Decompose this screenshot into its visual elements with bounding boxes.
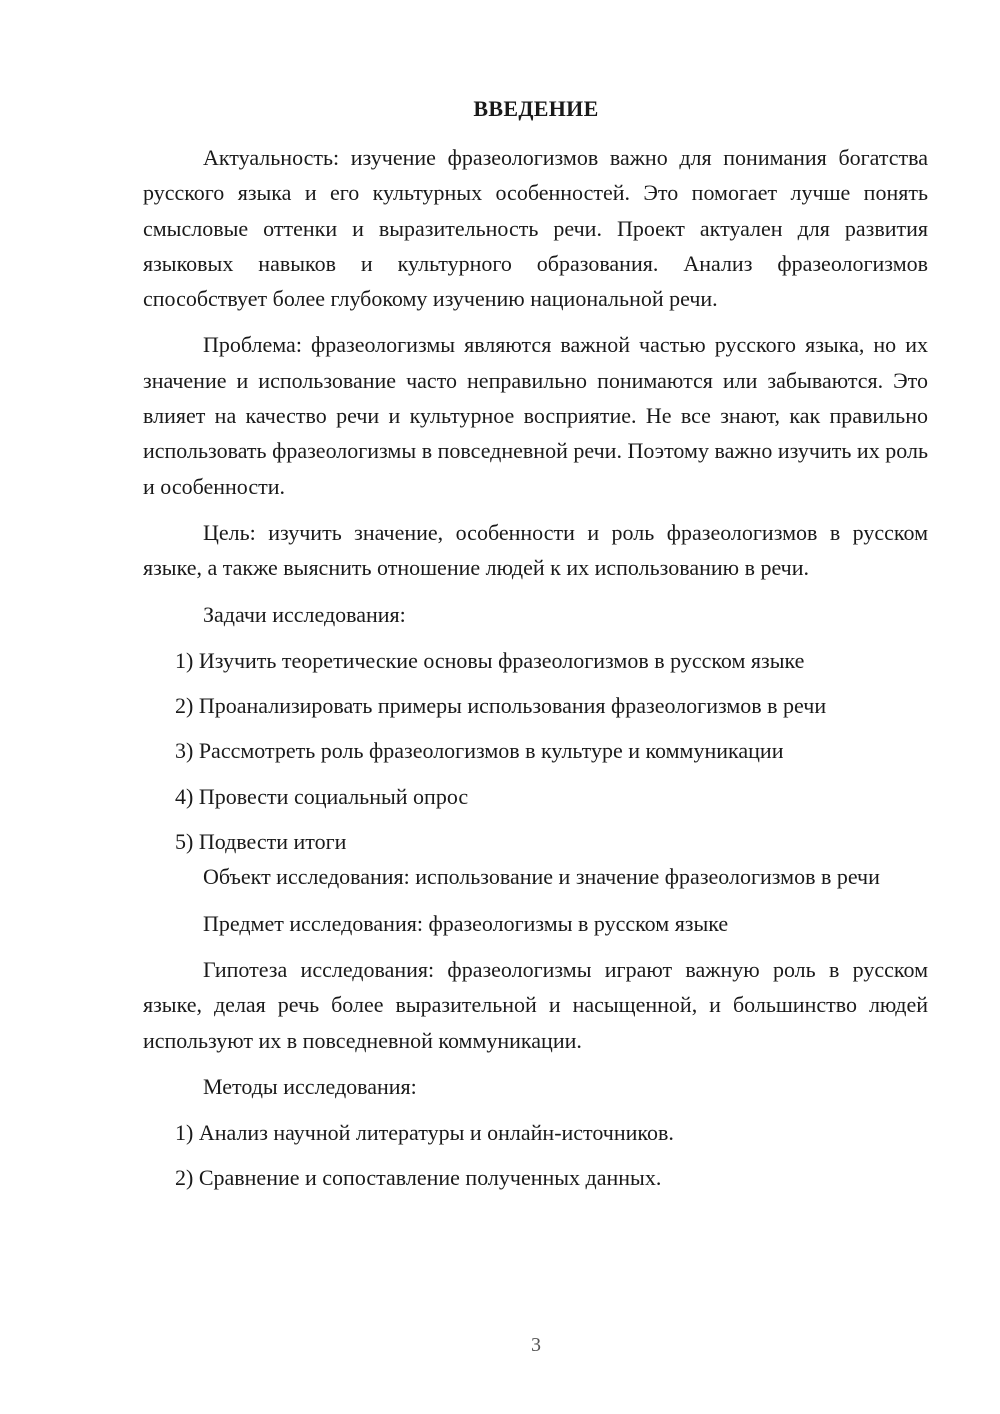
paragraph-object: Объект исследования: использование и значение фразеологизмов в речи	[203, 864, 880, 890]
list-item: 4) Провести социальный опрос	[175, 783, 469, 809]
list-item: 5) Подвести итоги	[175, 829, 347, 855]
paragraph-subject: Предмет исследования: фразеологизмы в русском языке	[203, 910, 729, 936]
paragraph-hypothesis: Гипотеза исследования: фразеологизмы играют важную роль в русском языке, делая речь более выразительной и насыщенной, и большинство людей используют их в повседневной коммуникации.	[143, 956, 928, 1053]
paragraph-problem: Проблема: фразеологизмы являются важной частью русского языка, но их значение и использование часто неправильно понимаются или забываются. Это влияет на качество речи и культурное восприятие. Не все знают, как правильно использовать фразеологизмы в повседневной речи. Поэтому важно изучить их роль и особенности.	[143, 332, 928, 499]
list-item: 1) Изучить теоретические основы фразеологизмов в русском языке	[175, 647, 805, 673]
tasks-heading: Задачи исследования:	[203, 601, 406, 627]
body-text	[143, 140, 928, 1206]
list-item: 1) Анализ научной литературы и онлайн-источников.	[175, 1120, 674, 1146]
list-item: 2) Сравнение и сопоставление полученных данных.	[175, 1165, 662, 1191]
paragraph-goal: Цель: изучить значение, особенности и роль фразеологизмов в русском языке, а также выяснить отношение людей к их использованию в речи.	[143, 519, 928, 581]
paragraph-relevance: Актуальность: изучение фразеологизмов важно для понимания богатства русского языка и его культурных особенностей. Это помогает лучше понять смысловые оттенки и выразительность речи. Проект актуален для развития языковых навыков и культурного образования. Анализ фразеологизмов способствует более глубокому изучению национальной речи.	[143, 145, 928, 312]
page-number: 3	[531, 1334, 541, 1356]
section-title: ВВЕДЕНИЕ	[473, 96, 599, 121]
methods-heading: Методы исследования:	[203, 1073, 417, 1099]
list-item: 3) Рассмотреть роль фразеологизмов в культуре и коммуникации	[175, 738, 784, 764]
list-item: 2) Проанализировать примеры использования фразеологизмов в речи	[175, 693, 827, 719]
